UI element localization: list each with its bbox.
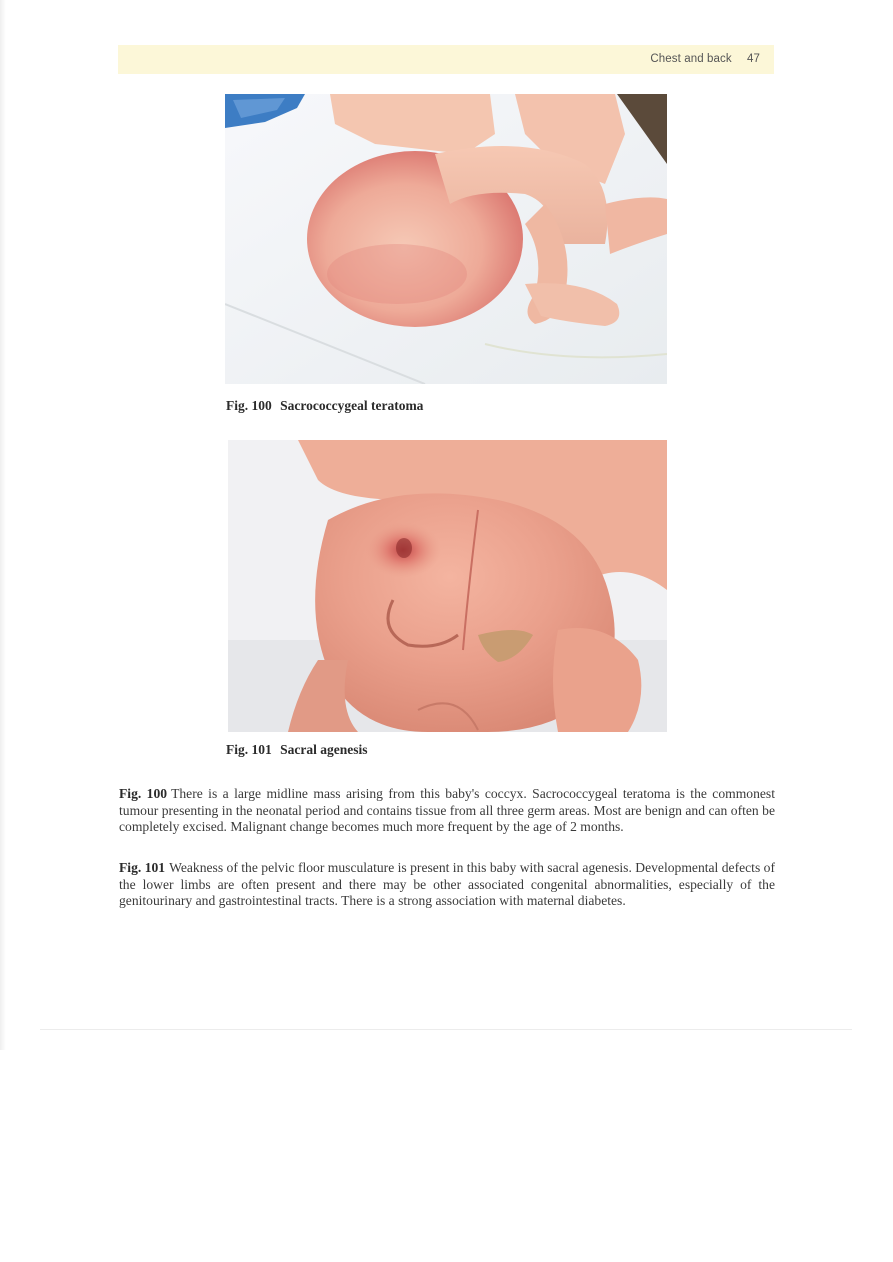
figure-100-title: Sacrococcygeal teratoma [280, 398, 424, 413]
paragraph-text: There is a large midline mass arising from this baby's coccyx. Sacrococcygeal teratoma is the commonest tumour presenting in the neonatal period and contains tissue from all three germ areas. Most are benign and can often be completely excised. Malignant change becomes much more frequent by the age of 2 months. [119, 786, 775, 834]
paragraph-text: Weakness of the pelvic floor musculature is present in this baby with sacral agenesis. Developmental defects of the lower limbs are often present and there may be other associated congenital abnormalities, especially of the genitourinary and gastrointestinal tracts. There is a strong association with maternal diabetes. [119, 860, 775, 908]
paragraph-lead: Fig. 101 [119, 860, 166, 875]
figure-100-number: Fig. 100 [226, 398, 272, 413]
header-section-title: Chest and back [650, 53, 732, 65]
figure-100-description [119, 786, 775, 836]
figure-100-caption [226, 398, 423, 414]
figure-101-description [119, 860, 775, 910]
figure-100-photo [225, 94, 667, 384]
paragraph-lead: Fig. 100 [119, 786, 168, 801]
figure-101-number: Fig. 101 [226, 742, 272, 757]
figure-101-caption [226, 742, 368, 758]
figure-101-photo [228, 440, 667, 732]
running-header [118, 45, 774, 74]
page-number: 47 [747, 53, 760, 65]
figure-100-illustration [225, 94, 667, 384]
figure-101-illustration [228, 440, 667, 732]
page-binding-shadow [0, 0, 6, 1050]
footer-rule [40, 1029, 852, 1030]
figure-101-title: Sacral agenesis [280, 742, 368, 757]
